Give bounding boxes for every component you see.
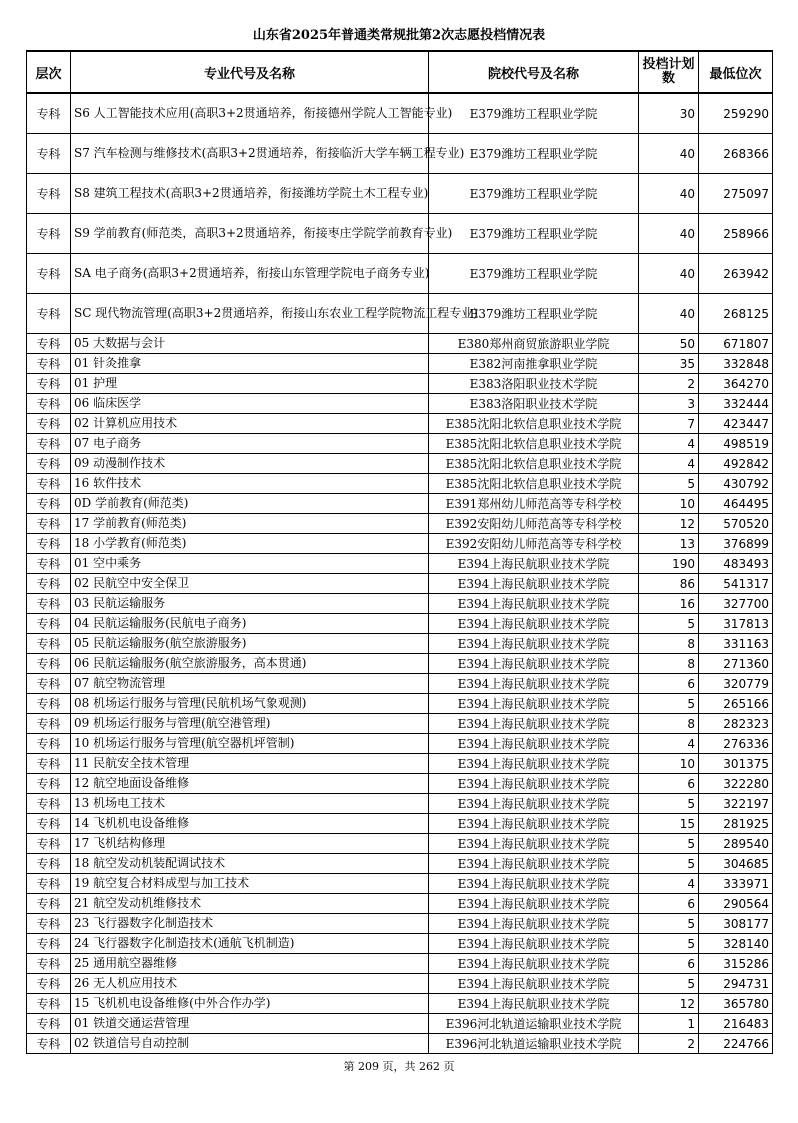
- cell-plan: 5: [639, 794, 699, 814]
- cell-plan: 5: [639, 974, 699, 994]
- cell-rank: 265166: [699, 694, 773, 714]
- cell-rank: 541317: [699, 574, 773, 594]
- cell-school: E394上海民航职业技术学院: [429, 934, 639, 954]
- cell-major: 18 小学教育(师范类): [71, 534, 429, 554]
- cell-major: 21 航空发动机维修技术: [71, 894, 429, 914]
- table-row: [27, 774, 773, 794]
- cell-major: 0D 学前教育(师范类): [71, 494, 429, 514]
- table-row: [27, 214, 773, 254]
- table-row: [27, 294, 773, 334]
- cell-rank: 332444: [699, 394, 773, 414]
- cell-school: E394上海民航职业技术学院: [429, 554, 639, 574]
- cell-major: 01 护理: [71, 374, 429, 394]
- cell-plan: 6: [639, 674, 699, 694]
- cell-plan: 5: [639, 694, 699, 714]
- cell-rank: 364270: [699, 374, 773, 394]
- cell-plan: 40: [639, 254, 699, 294]
- table-row: [27, 994, 773, 1014]
- cell-school: E383洛阳职业技术学院: [429, 374, 639, 394]
- cell-plan: 16: [639, 594, 699, 614]
- cell-major: S8 建筑工程技术(高职3+2贯通培养，衔接潍坊学院土木工程专业): [71, 174, 429, 214]
- cell-level: 专科: [27, 754, 71, 774]
- cell-level: 专科: [27, 434, 71, 454]
- cell-school: E394上海民航职业技术学院: [429, 814, 639, 834]
- table-row: [27, 374, 773, 394]
- cell-rank: 333971: [699, 874, 773, 894]
- table-row: [27, 934, 773, 954]
- cell-plan: 2: [639, 1034, 699, 1054]
- header-rank: 最低位次: [699, 51, 773, 93]
- cell-major: 06 临床医学: [71, 394, 429, 414]
- table-row: [27, 93, 773, 134]
- cell-major: 26 无人机应用技术: [71, 974, 429, 994]
- cell-major: 09 动漫制作技术: [71, 454, 429, 474]
- header-school: 院校代号及名称: [429, 51, 639, 93]
- cell-level: 专科: [27, 934, 71, 954]
- cell-major: 11 民航安全技术管理: [71, 754, 429, 774]
- cell-plan: 5: [639, 934, 699, 954]
- cell-plan: 1: [639, 1014, 699, 1034]
- table-row: [27, 914, 773, 934]
- table-row: [27, 1034, 773, 1054]
- cell-plan: 3: [639, 394, 699, 414]
- header-plan: 投档计划数: [639, 51, 699, 93]
- cell-rank: 268125: [699, 294, 773, 334]
- cell-level: 专科: [27, 214, 71, 254]
- table-row: [27, 254, 773, 294]
- cell-major: 12 航空地面设备维修: [71, 774, 429, 794]
- cell-major: 15 飞机机电设备维修(中外合作办学): [71, 994, 429, 1014]
- cell-school: E394上海民航职业技术学院: [429, 694, 639, 714]
- cell-rank: 430792: [699, 474, 773, 494]
- cell-school: E379潍坊工程职业学院: [429, 214, 639, 254]
- cell-plan: 4: [639, 734, 699, 754]
- cell-major: 05 民航运输服务(航空旅游服务): [71, 634, 429, 654]
- table-row: [27, 394, 773, 414]
- table-row: [27, 354, 773, 374]
- table-row: [27, 794, 773, 814]
- table-row: [27, 814, 773, 834]
- cell-level: 专科: [27, 914, 71, 934]
- table-row: [27, 694, 773, 714]
- cell-school: E382河南推拿职业学院: [429, 354, 639, 374]
- cell-school: E394上海民航职业技术学院: [429, 974, 639, 994]
- cell-level: 专科: [27, 514, 71, 534]
- cell-rank: 320779: [699, 674, 773, 694]
- cell-major: 03 民航运输服务: [71, 594, 429, 614]
- cell-level: 专科: [27, 674, 71, 694]
- cell-level: 专科: [27, 774, 71, 794]
- cell-plan: 5: [639, 914, 699, 934]
- cell-school: E379潍坊工程职业学院: [429, 294, 639, 334]
- cell-plan: 6: [639, 774, 699, 794]
- cell-rank: 315286: [699, 954, 773, 974]
- cell-plan: 4: [639, 434, 699, 454]
- cell-level: 专科: [27, 534, 71, 554]
- cell-plan: 40: [639, 294, 699, 334]
- cell-plan: 40: [639, 134, 699, 174]
- cell-major: 13 机场电工技术: [71, 794, 429, 814]
- cell-school: E392安阳幼儿师范高等专科学校: [429, 514, 639, 534]
- table-row: [27, 574, 773, 594]
- cell-plan: 2: [639, 374, 699, 394]
- cell-school: E394上海民航职业技术学院: [429, 774, 639, 794]
- cell-rank: 423447: [699, 414, 773, 434]
- cell-plan: 8: [639, 714, 699, 734]
- cell-major: 01 空中乘务: [71, 554, 429, 574]
- cell-school: E380郑州商贸旅游职业学院: [429, 334, 639, 354]
- cell-plan: 4: [639, 454, 699, 474]
- cell-level: 专科: [27, 794, 71, 814]
- cell-level: 专科: [27, 994, 71, 1014]
- cell-level: 专科: [27, 414, 71, 434]
- cell-rank: 259290: [699, 93, 773, 134]
- cell-major: S9 学前教育(师范类，高职3+2贯通培养，衔接枣庄学院学前教育专业): [71, 214, 429, 254]
- cell-school: E396河北轨道运输职业技术学院: [429, 1034, 639, 1054]
- table-row: [27, 894, 773, 914]
- cell-level: 专科: [27, 394, 71, 414]
- cell-rank: 322197: [699, 794, 773, 814]
- cell-school: E391郑州幼儿师范高等专科学校: [429, 494, 639, 514]
- cell-school: E385沈阳北软信息职业技术学院: [429, 414, 639, 434]
- cell-rank: 289540: [699, 834, 773, 854]
- cell-rank: 301375: [699, 754, 773, 774]
- cell-major: 19 航空复合材料成型与加工技术: [71, 874, 429, 894]
- table-row: [27, 434, 773, 454]
- cell-level: 专科: [27, 354, 71, 374]
- cell-rank: 271360: [699, 654, 773, 674]
- cell-level: 专科: [27, 974, 71, 994]
- cell-rank: 317813: [699, 614, 773, 634]
- cell-level: 专科: [27, 894, 71, 914]
- cell-plan: 35: [639, 354, 699, 374]
- cell-rank: 276336: [699, 734, 773, 754]
- cell-school: E379潍坊工程职业学院: [429, 93, 639, 134]
- cell-level: 专科: [27, 654, 71, 674]
- cell-school: E392安阳幼儿师范高等专科学校: [429, 534, 639, 554]
- cell-school: E394上海民航职业技术学院: [429, 574, 639, 594]
- cell-major: 05 大数据与会计: [71, 334, 429, 354]
- cell-level: 专科: [27, 294, 71, 334]
- cell-level: 专科: [27, 854, 71, 874]
- cell-plan: 6: [639, 954, 699, 974]
- table-row: [27, 674, 773, 694]
- cell-rank: 322280: [699, 774, 773, 794]
- cell-plan: 10: [639, 494, 699, 514]
- table-row: [27, 534, 773, 554]
- table-row: [27, 454, 773, 474]
- cell-plan: 4: [639, 874, 699, 894]
- header-major: 专业代号及名称: [71, 51, 429, 93]
- cell-level: 专科: [27, 814, 71, 834]
- cell-plan: 40: [639, 214, 699, 254]
- cell-rank: 331163: [699, 634, 773, 654]
- header-level: 层次: [27, 51, 71, 93]
- cell-major: 07 航空物流管理: [71, 674, 429, 694]
- table-row: [27, 554, 773, 574]
- cell-major: 02 民航空中安全保卫: [71, 574, 429, 594]
- cell-level: 专科: [27, 454, 71, 474]
- cell-major: 17 飞机结构修理: [71, 834, 429, 854]
- cell-school: E394上海民航职业技术学院: [429, 634, 639, 654]
- cell-plan: 40: [639, 174, 699, 214]
- cell-level: 专科: [27, 554, 71, 574]
- cell-rank: 224766: [699, 1034, 773, 1054]
- cell-level: 专科: [27, 574, 71, 594]
- cell-school: E383洛阳职业技术学院: [429, 394, 639, 414]
- cell-plan: 8: [639, 654, 699, 674]
- cell-school: E385沈阳北软信息职业技术学院: [429, 434, 639, 454]
- cell-school: E394上海民航职业技术学院: [429, 914, 639, 934]
- table-row: [27, 714, 773, 734]
- cell-major: 10 机场运行服务与管理(航空器机坪管制): [71, 734, 429, 754]
- cell-school: E385沈阳北软信息职业技术学院: [429, 474, 639, 494]
- cell-school: E394上海民航职业技术学院: [429, 794, 639, 814]
- cell-plan: 5: [639, 854, 699, 874]
- cell-rank: 304685: [699, 854, 773, 874]
- cell-rank: 328140: [699, 934, 773, 954]
- cell-level: 专科: [27, 874, 71, 894]
- cell-major: 18 航空发动机装配调试技术: [71, 854, 429, 874]
- cell-major: 02 铁道信号自动控制: [71, 1034, 429, 1054]
- cell-rank: 294731: [699, 974, 773, 994]
- cell-rank: 327700: [699, 594, 773, 614]
- cell-major: SC 现代物流管理(高职3+2贯通培养，衔接山东农业工程学院物流工程专业): [71, 294, 429, 334]
- cell-school: E385沈阳北软信息职业技术学院: [429, 454, 639, 474]
- cell-rank: 570520: [699, 514, 773, 534]
- cell-rank: 464495: [699, 494, 773, 514]
- table-row: [27, 414, 773, 434]
- cell-school: E394上海民航职业技术学院: [429, 834, 639, 854]
- cell-plan: 5: [639, 474, 699, 494]
- cell-level: 专科: [27, 1034, 71, 1054]
- cell-plan: 5: [639, 614, 699, 634]
- cell-level: 专科: [27, 474, 71, 494]
- cell-level: 专科: [27, 254, 71, 294]
- cell-rank: 483493: [699, 554, 773, 574]
- cell-rank: 216483: [699, 1014, 773, 1034]
- cell-major: 01 铁道交通运营管理: [71, 1014, 429, 1034]
- cell-plan: 15: [639, 814, 699, 834]
- table-row: [27, 634, 773, 654]
- cell-plan: 12: [639, 994, 699, 1014]
- table-row: [27, 474, 773, 494]
- cell-school: E394上海民航职业技术学院: [429, 874, 639, 894]
- cell-school: E394上海民航职业技术学院: [429, 994, 639, 1014]
- cell-plan: 50: [639, 334, 699, 354]
- table-row: [27, 494, 773, 514]
- cell-major: 23 飞行器数字化制造技术: [71, 914, 429, 934]
- cell-school: E394上海民航职业技术学院: [429, 754, 639, 774]
- cell-major: 25 通用航空器维修: [71, 954, 429, 974]
- cell-level: 专科: [27, 634, 71, 654]
- cell-rank: 268366: [699, 134, 773, 174]
- cell-level: 专科: [27, 614, 71, 634]
- table-row: [27, 134, 773, 174]
- cell-level: 专科: [27, 834, 71, 854]
- cell-level: 专科: [27, 594, 71, 614]
- cell-level: 专科: [27, 334, 71, 354]
- cell-level: 专科: [27, 134, 71, 174]
- cell-plan: 8: [639, 634, 699, 654]
- page-title: 山东省2025年普通类常规批第2次志愿投档情况表: [252, 28, 546, 43]
- cell-level: 专科: [27, 174, 71, 214]
- table-row: [27, 854, 773, 874]
- cell-plan: 6: [639, 894, 699, 914]
- cell-rank: 365780: [699, 994, 773, 1014]
- cell-school: E394上海民航职业技术学院: [429, 714, 639, 734]
- cell-rank: 258966: [699, 214, 773, 254]
- cell-rank: 275097: [699, 174, 773, 214]
- cell-level: 专科: [27, 494, 71, 514]
- cell-plan: 10: [639, 754, 699, 774]
- cell-major: 01 针灸推拿: [71, 354, 429, 374]
- cell-school: E379潍坊工程职业学院: [429, 174, 639, 214]
- cell-major: SA 电子商务(高职3+2贯通培养，衔接山东管理学院电子商务专业): [71, 254, 429, 294]
- cell-major: 17 学前教育(师范类): [71, 514, 429, 534]
- cell-major: S6 人工智能技术应用(高职3+2贯通培养，衔接德州学院人工智能专业): [71, 93, 429, 134]
- cell-rank: 376899: [699, 534, 773, 554]
- cell-level: 专科: [27, 374, 71, 394]
- table-row: [27, 974, 773, 994]
- cell-plan: 12: [639, 514, 699, 534]
- cell-rank: 290564: [699, 894, 773, 914]
- cell-school: E394上海民航职业技术学院: [429, 594, 639, 614]
- cell-school: E394上海民航职业技术学院: [429, 614, 639, 634]
- cell-plan: 7: [639, 414, 699, 434]
- cell-rank: 498519: [699, 434, 773, 454]
- cell-school: E379潍坊工程职业学院: [429, 134, 639, 174]
- table-row: [27, 734, 773, 754]
- cell-major: 14 飞机机电设备维修: [71, 814, 429, 834]
- table-row: [27, 954, 773, 974]
- cell-major: 04 民航运输服务(民航电子商务): [71, 614, 429, 634]
- page-footer: 第 209 页，共 262 页: [343, 1060, 455, 1073]
- cell-plan: 5: [639, 834, 699, 854]
- cell-rank: 492842: [699, 454, 773, 474]
- cell-rank: 263942: [699, 254, 773, 294]
- cell-rank: 308177: [699, 914, 773, 934]
- cell-plan: 30: [639, 93, 699, 134]
- cell-major: 09 机场运行服务与管理(航空港管理): [71, 714, 429, 734]
- cell-major: 24 飞行器数字化制造技术(通航飞机制造): [71, 934, 429, 954]
- table-row: [27, 874, 773, 894]
- cell-level: 专科: [27, 734, 71, 754]
- cell-school: E394上海民航职业技术学院: [429, 854, 639, 874]
- cell-school: E396河北轨道运输职业技术学院: [429, 1014, 639, 1034]
- cell-plan: 13: [639, 534, 699, 554]
- cell-level: 专科: [27, 694, 71, 714]
- cell-major: 08 机场运行服务与管理(民航机场气象观测): [71, 694, 429, 714]
- cell-school: E394上海民航职业技术学院: [429, 734, 639, 754]
- cell-level: 专科: [27, 954, 71, 974]
- table-row: [27, 754, 773, 774]
- table-row: [27, 1014, 773, 1034]
- cell-major: 07 电子商务: [71, 434, 429, 454]
- table-row: [27, 174, 773, 214]
- cell-rank: 281925: [699, 814, 773, 834]
- cell-major: 06 民航运输服务(航空旅游服务，高本贯通): [71, 654, 429, 674]
- cell-major: 02 计算机应用技术: [71, 414, 429, 434]
- cell-rank: 671807: [699, 334, 773, 354]
- cell-level: 专科: [27, 714, 71, 734]
- table-row: [27, 654, 773, 674]
- cell-plan: 86: [639, 574, 699, 594]
- cell-level: 专科: [27, 93, 71, 134]
- cell-level: 专科: [27, 1014, 71, 1034]
- cell-school: E379潍坊工程职业学院: [429, 254, 639, 294]
- table-row: [27, 334, 773, 354]
- table-row: [27, 614, 773, 634]
- cell-major: 16 软件技术: [71, 474, 429, 494]
- admission-table: [26, 50, 773, 1054]
- table-header-row: [27, 51, 773, 93]
- cell-school: E394上海民航职业技术学院: [429, 654, 639, 674]
- cell-school: E394上海民航职业技术学院: [429, 954, 639, 974]
- cell-rank: 282323: [699, 714, 773, 734]
- cell-school: E394上海民航职业技术学院: [429, 674, 639, 694]
- table-row: [27, 834, 773, 854]
- table-row: [27, 514, 773, 534]
- cell-rank: 332848: [699, 354, 773, 374]
- cell-plan: 190: [639, 554, 699, 574]
- table-row: [27, 594, 773, 614]
- cell-school: E394上海民航职业技术学院: [429, 894, 639, 914]
- cell-major: S7 汽车检测与维修技术(高职3+2贯通培养，衔接临沂大学车辆工程专业): [71, 134, 429, 174]
